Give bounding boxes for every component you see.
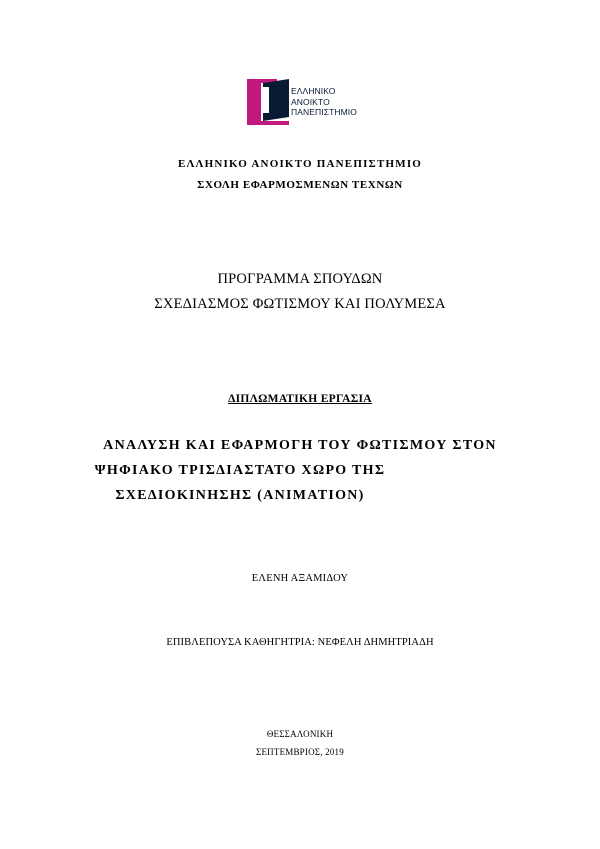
- thesis-title-line: ΣΧΕΔΙΟΚΙΝΗΣΗΣ (ANIMATION): [115, 488, 365, 503]
- university-logo: [247, 79, 377, 125]
- program-label: ΠΡΟΓΡΑΜΜΑ ΣΠΟΥΔΩΝ: [217, 271, 383, 287]
- program-name: ΣΧΕΔΙΑΣΜΟΣ ΦΩΤΙΣΜΟΥ ΚΑΙ ΠΟΛΥΜΕΣΑ: [154, 296, 446, 312]
- thesis-title-line: ΑΝΑΛΥΣΗ ΚΑΙ ΕΦΑΡΜΟΓΗ ΤΟΥ ΦΩΤΙΣΜΟΥ ΣΤΟΝ: [103, 438, 497, 453]
- thesis-title-line: ΨΗΦΙΑΚΟ ΤΡΙΣΔΙΑΣΤΑΤΟ ΧΩΡΟ ΤΗΣ: [94, 463, 386, 478]
- logo-line: ΑΝΟΙΚΤΟ: [291, 96, 330, 107]
- logo-line: ΕΛΛΗΝΙΚΟ: [291, 86, 336, 96]
- logo-mark-icon: [247, 79, 291, 125]
- author-name: ΕΛΕΝΗ ΑΞΑΜΙΔΟΥ: [251, 573, 349, 584]
- date: ΣΕΠΤΕΜΒΡΙΟΣ, 2019: [256, 747, 344, 757]
- logo-line: ΠΑΝΕΠΙΣΤΗΜΙΟ: [291, 107, 357, 117]
- university-name: ΕΛΛΗΝΙΚΟ ΑΝΟΙΚΤΟ ΠΑΝΕΠΙΣΤΗΜΙΟ: [177, 158, 423, 170]
- school-name: ΣΧΟΛΗ ΕΦΑΡΜΟΣΜΕΝΩΝ ΤΕΧΝΩΝ: [197, 179, 403, 191]
- logo-text: [291, 86, 357, 118]
- supervisor: ΕΠΙΒΛΕΠΟΥΣΑ ΚΑΘΗΓΗΤΡΙΑ: ΝΕΦΕΛΗ ΔΗΜΗΤΡΙΑΔΗ: [166, 637, 434, 648]
- thesis-label: ΔΙΠΛΩΜΑΤΙΚΗ ΕΡΓΑΣΙΑ: [228, 393, 372, 405]
- city: ΘΕΣΣΑΛΟΝΙΚΗ: [266, 729, 334, 739]
